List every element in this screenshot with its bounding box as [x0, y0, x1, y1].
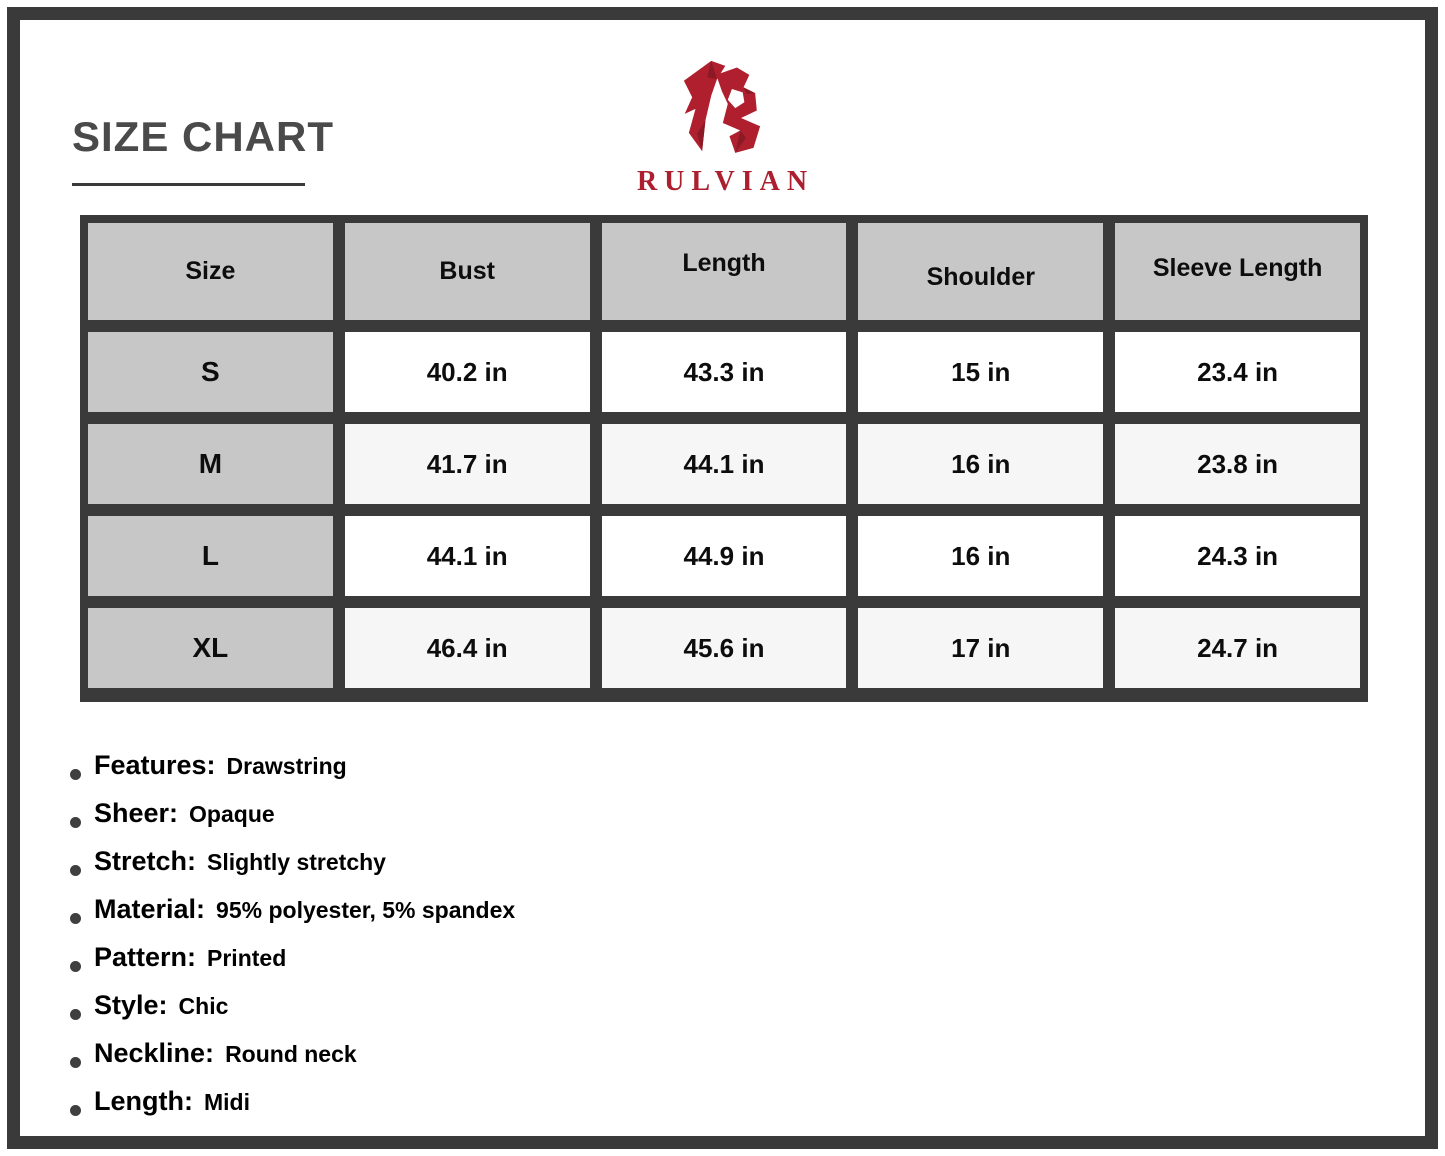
- size-cell-xl: XL: [88, 608, 333, 688]
- page-title: SIZE CHART: [72, 113, 334, 160]
- size-cell-s: S: [88, 332, 333, 412]
- measurement-cell-xl-shoulder: 17 in: [858, 608, 1103, 688]
- detail-label: Style:: [94, 990, 168, 1020]
- measurement-cell-m-length: 44.1 in: [602, 424, 847, 504]
- measurement-cell-xl-length: 45.6 in: [602, 608, 847, 688]
- measurement-cell-m-shoulder: 16 in: [858, 424, 1103, 504]
- detail-value: Drawstring: [226, 753, 347, 779]
- detail-value: Slightly stretchy: [207, 849, 386, 875]
- detail-item-material: [70, 894, 515, 942]
- brand-logo: [612, 48, 832, 198]
- detail-item-style: [70, 990, 515, 1038]
- bullet-icon: [70, 865, 81, 876]
- measurement-cell-l-bust: 44.1 in: [345, 516, 590, 596]
- detail-label: Neckline:: [94, 1038, 215, 1068]
- column-header-size: Size: [88, 223, 333, 320]
- detail-label: Pattern:: [94, 942, 197, 972]
- column-header-sleeve-length: Sleeve Length: [1115, 223, 1360, 320]
- bullet-icon: [70, 961, 81, 972]
- measurement-cell-l-length: 44.9 in: [602, 516, 847, 596]
- bullet-icon: [70, 769, 81, 780]
- detail-value: Printed: [207, 945, 287, 971]
- detail-value: 95% polyester, 5% spandex: [216, 897, 516, 923]
- detail-value: Chic: [178, 993, 229, 1019]
- measurement-cell-s-shoulder: 15 in: [858, 332, 1103, 412]
- measurement-cell-s-bust: 40.2 in: [345, 332, 590, 412]
- column-header-shoulder: Shoulder: [858, 223, 1103, 320]
- title-underline: [72, 183, 305, 186]
- detail-item-stretch: [70, 846, 515, 894]
- measurement-cell-l-sleeve: 24.3 in: [1115, 516, 1360, 596]
- detail-item-length: [70, 1086, 515, 1134]
- detail-item-neckline: [70, 1038, 515, 1086]
- bullet-icon: [70, 817, 81, 828]
- measurement-cell-m-sleeve: 23.8 in: [1115, 424, 1360, 504]
- detail-item-pattern: [70, 942, 515, 990]
- measurement-cell-m-bust: 41.7 in: [345, 424, 590, 504]
- bullet-icon: [70, 1009, 81, 1020]
- rulvian-r-logo-icon: [664, 48, 780, 164]
- detail-item-features: [70, 750, 515, 798]
- size-cell-m: M: [88, 424, 333, 504]
- detail-label: Stretch:: [94, 846, 197, 876]
- detail-item-sheer: [70, 798, 515, 846]
- detail-label: Sheer:: [94, 798, 179, 828]
- measurement-cell-xl-sleeve: 24.7 in: [1115, 608, 1360, 688]
- product-details-list: [70, 750, 515, 1134]
- column-header-bust: Bust: [345, 223, 590, 320]
- detail-label: Length:: [94, 1086, 193, 1116]
- brand-name: RULVIAN: [636, 166, 815, 197]
- bullet-icon: [70, 1105, 81, 1116]
- detail-value: Opaque: [189, 801, 275, 827]
- detail-value: Midi: [203, 1089, 250, 1115]
- detail-value: Round neck: [225, 1041, 357, 1067]
- detail-label: Features:: [94, 750, 216, 780]
- bullet-icon: [70, 913, 81, 924]
- detail-label: Material:: [94, 894, 206, 924]
- measurement-cell-xl-bust: 46.4 in: [345, 608, 590, 688]
- bullet-icon: [70, 1057, 81, 1068]
- size-chart-table: [80, 215, 1368, 702]
- column-header-length: Length: [602, 223, 847, 320]
- title-block: [72, 113, 334, 186]
- size-cell-l: L: [88, 516, 333, 596]
- measurement-cell-l-shoulder: 16 in: [858, 516, 1103, 596]
- measurement-cell-s-length: 43.3 in: [602, 332, 847, 412]
- measurement-cell-s-sleeve: 23.4 in: [1115, 332, 1360, 412]
